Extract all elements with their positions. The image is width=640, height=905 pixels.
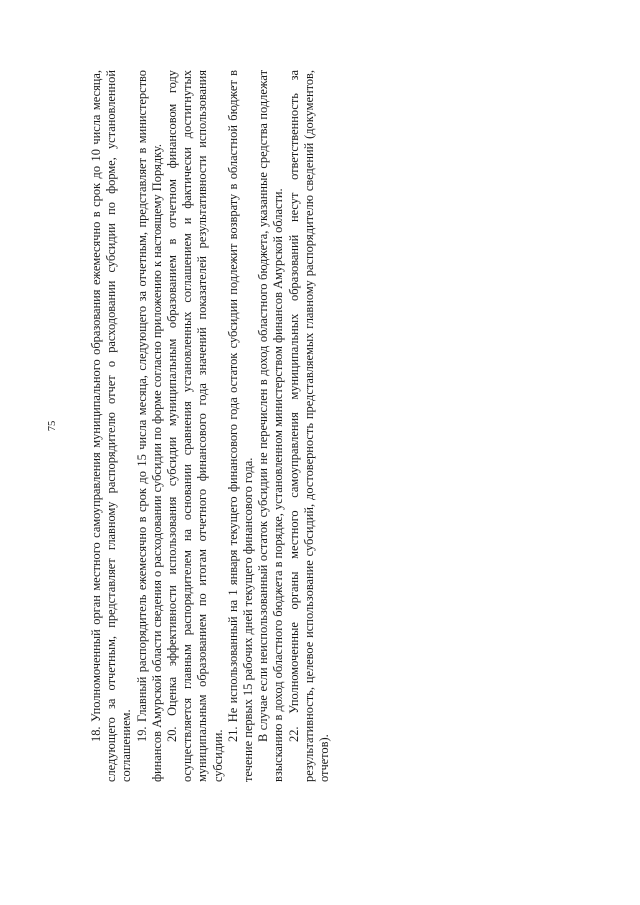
paragraph-18: 18. Уполномоченный орган местного самоуправления муниципального образования ежемесячно в срок до 10 числа месяца, следующего за отчетным, представляет главному распорядителю отчет о расходовании субсидии по форме, установленной соглашением.: [89, 70, 134, 782]
paragraph-20: 20. Оценка эффективности использования субсидии муниципальным образованием в отчетном финансовом году осуществляется главным распорядителем на основании сравнения установленных соглашением и фактически достигнутых муниципальным образованием по итогам отчетного финансового года значений показателей результативности использования субсидии.: [165, 70, 225, 782]
paragraph-21-continuation: В случае если неиспользованный остаток субсидии не перечислен в доход областного бюджета, указанные средства подлежат взысканию в доход областного бюджета в порядке, установленном министерством финансов Амурской области.: [256, 70, 286, 782]
paragraph-19: 19. Главный распорядитель ежемесячно в срок до 15 числа месяца, следующего за отчетным, представляет в министерство финансов Амурской области сведения о расходовании субсидии по форме согласно приложению к настоящему Порядку.: [134, 70, 164, 782]
paragraph-21: 21. Не использованный на 1 января текущего финансового года остаток субсидии подлежит возврату в областной бюджет в течение первых 15 рабочих дней текущего финансового года.: [225, 70, 256, 782]
rotated-document-body: [47, 70, 407, 782]
paragraph-22: 22. Уполномоченные органы местного самоуправления муниципальных образований несут ответственность за результативность, целевое использование субсидий, достоверность представляемых главному распорядителю сведений (документов, отчетов).: [286, 70, 332, 782]
page-number: 75: [47, 420, 58, 432]
